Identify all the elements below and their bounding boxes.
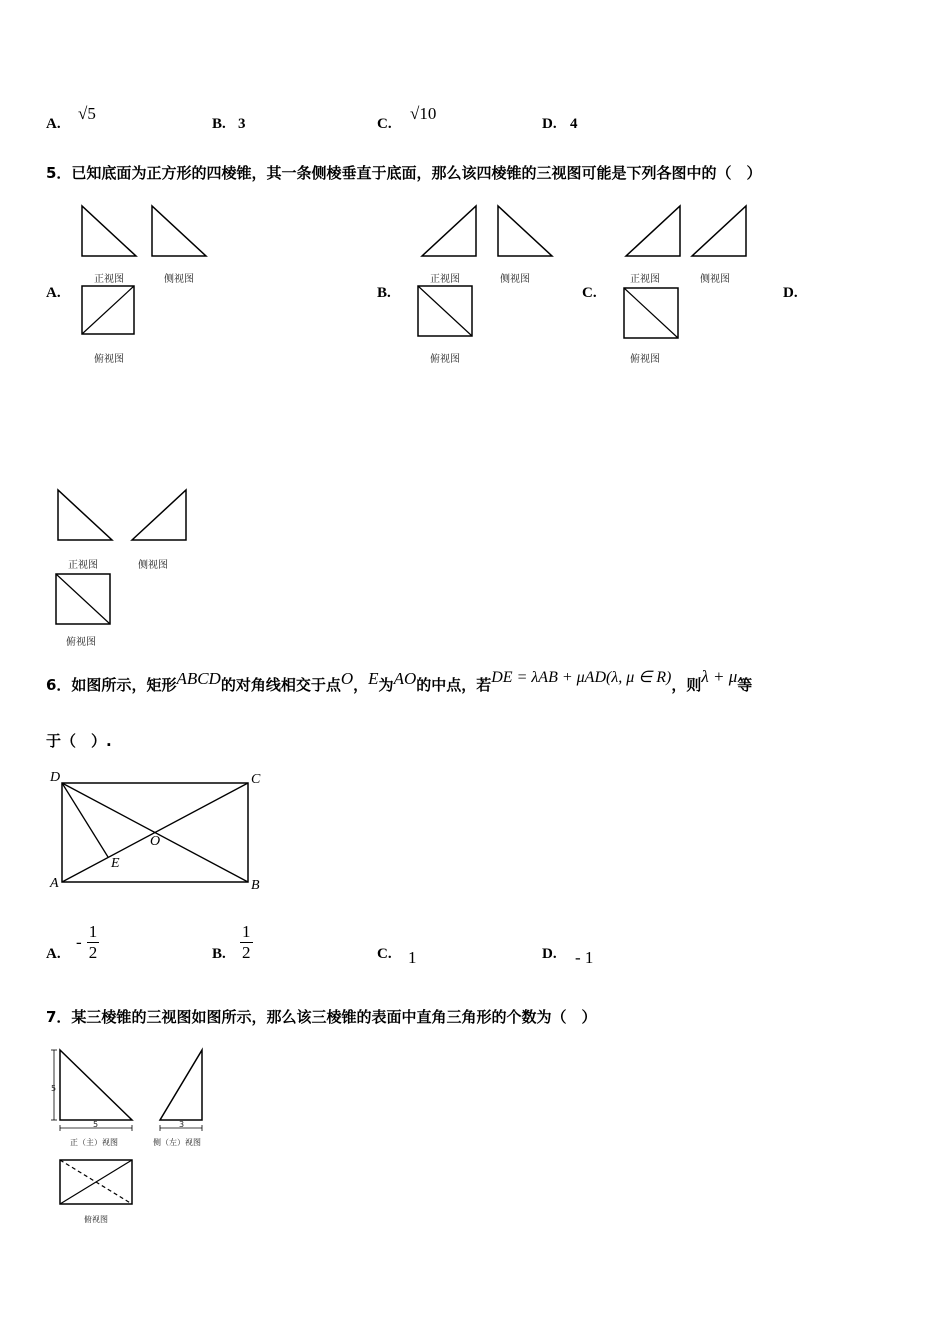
q6-option-a-den: 2 bbox=[88, 943, 98, 962]
q4-option-b-value: 3 bbox=[238, 116, 246, 132]
q6-label-e: E bbox=[111, 856, 120, 871]
q6-option-b-den: 2 bbox=[242, 943, 251, 962]
q5-option-a-label: A. bbox=[46, 285, 61, 301]
q5-c-side-caption: 侧视图 bbox=[700, 274, 730, 285]
q5-d-front-caption: 正视图 bbox=[68, 560, 98, 571]
q7-side-caption: 侧（左）视图 bbox=[153, 1138, 201, 1147]
q5-d-side-caption: 侧视图 bbox=[138, 560, 168, 571]
q6-mid2: 为 bbox=[378, 676, 394, 694]
q4-option-b-label: B. bbox=[212, 116, 226, 132]
q5-c-front-caption: 正视图 bbox=[630, 274, 660, 285]
q6-option-a-sign: - bbox=[76, 932, 82, 952]
q7-front-width-dim: 5 bbox=[93, 1120, 99, 1129]
q5-b-side-caption: 侧视图 bbox=[500, 274, 530, 285]
q6-mid4: ，则 bbox=[671, 676, 702, 694]
q6-label-d: D bbox=[50, 770, 61, 785]
q4-option-c-value: √10 bbox=[410, 104, 437, 123]
q5-option-b-label: B. bbox=[377, 285, 391, 301]
q7-top-caption: 俯视图 bbox=[84, 1215, 108, 1224]
q5-option-c-label: C. bbox=[582, 285, 597, 301]
q6-option-b-label: B. bbox=[212, 946, 226, 962]
q6-label-a: A bbox=[50, 876, 59, 891]
q5-option-d-label: D. bbox=[783, 285, 798, 301]
q4-option-a-value: √5 bbox=[78, 104, 96, 123]
q6-option-a-fraction bbox=[87, 922, 100, 963]
q5-c-top-caption: 俯视图 bbox=[630, 354, 660, 365]
q6-option-a-label: A. bbox=[46, 946, 61, 962]
q4-option-a-label: A. bbox=[46, 116, 61, 132]
q4-option-d-value: 4 bbox=[570, 116, 578, 132]
q6-stem-line2: 于（ ）. bbox=[46, 732, 112, 750]
q6-sum: λ + μ bbox=[701, 667, 738, 686]
q4-option-d-label: D. bbox=[542, 116, 557, 132]
q6-label-c: C bbox=[251, 772, 261, 787]
q6-comma: ， bbox=[353, 676, 369, 694]
q6-option-b-value bbox=[240, 922, 253, 963]
q5-b-front-caption: 正视图 bbox=[430, 274, 460, 285]
q7-stem: 7．某三棱锥的三视图如图所示，那么该三棱锥的表面中直角三角形的个数为（ ） bbox=[46, 1008, 597, 1026]
q6-option-d-value: - 1 bbox=[575, 948, 594, 967]
q6-label-b: B bbox=[251, 878, 260, 893]
q6-option-c-label: C. bbox=[377, 946, 392, 962]
q6-stem-prefix: 6．如图所示，矩形 bbox=[46, 676, 177, 694]
q6-option-a-value bbox=[76, 922, 99, 963]
q6-option-b-num: 1 bbox=[242, 922, 251, 941]
q7-three-view-figure bbox=[50, 1046, 220, 1226]
q7-side-width-dim: 3 bbox=[179, 1120, 185, 1129]
q6-option-c-value: 1 bbox=[408, 948, 417, 967]
q6-mid1: 的对角线相交于点 bbox=[220, 676, 341, 694]
q6-label-o: O bbox=[150, 834, 161, 849]
q6-tail: 等 bbox=[737, 676, 753, 694]
q6-mid3: 的中点，若 bbox=[416, 676, 492, 694]
q6-ao: AO bbox=[393, 669, 417, 688]
q6-abcd: ABCD bbox=[176, 669, 221, 688]
q5-a-front-caption: 正视图 bbox=[94, 274, 124, 285]
q6-point-o: O bbox=[340, 669, 354, 688]
q7-front-height-dim: 5 bbox=[51, 1084, 57, 1093]
q7-front-caption: 正（主）视图 bbox=[70, 1138, 118, 1147]
q5-b-top-caption: 俯视图 bbox=[430, 354, 460, 365]
q5-d-top-caption: 俯视图 bbox=[66, 637, 96, 648]
q6-point-e: E bbox=[368, 669, 379, 688]
q6-stem bbox=[46, 667, 753, 700]
q5-stem: 5．已知底面为正方形的四棱锥，其一条侧棱垂直于底面，那么该四棱锥的三视图可能是下列各图中的（ ） bbox=[46, 164, 762, 182]
q6-formula: DE = λAB + μAD(λ, μ ∈ R) bbox=[491, 669, 672, 686]
q4-option-c-label: C. bbox=[377, 116, 392, 132]
q6-option-b-fraction bbox=[240, 922, 253, 963]
q5-a-side-caption: 侧视图 bbox=[164, 274, 194, 285]
q6-option-a-num: 1 bbox=[88, 922, 98, 941]
q5-a-top-caption: 俯视图 bbox=[94, 354, 124, 365]
q6-option-d-label: D. bbox=[542, 946, 557, 962]
